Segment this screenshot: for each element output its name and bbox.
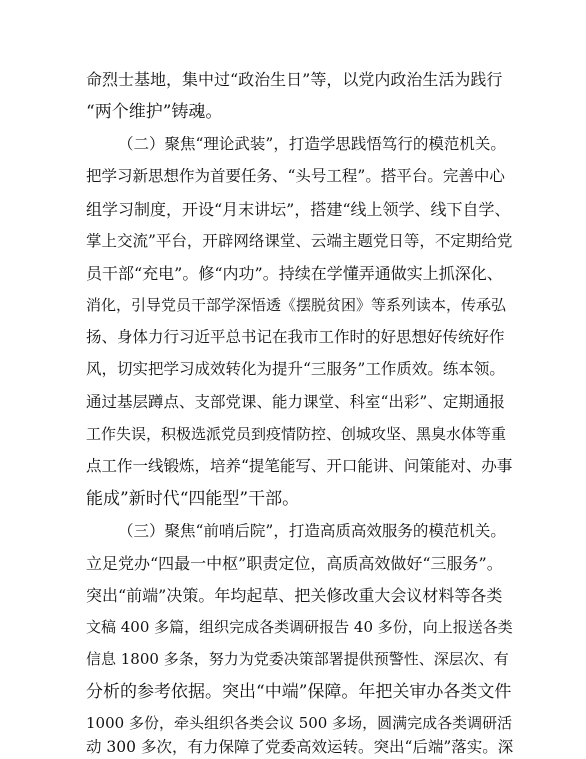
text-line: 1000 多份，牵头组织各类会议 500 多场，圆满完成各类调研活 — [86, 714, 513, 732]
text-line: 分析的参考依据。突出“中端”保障。年把关审办各类文件 — [86, 682, 512, 702]
text-line: 命烈士基地，集中过“政治生日”等，以党内政治生活为践行 — [86, 70, 503, 89]
text-line: 动 300 多次，有力保障了党委高效运转。突出“后端”落实。深 — [86, 738, 514, 756]
text-line: 组学习制度，开设“月末讲坛”，搭建“线上领学、线下自学、 — [86, 200, 511, 219]
text-line: 文稿 400 多篇，组织完成各类调研报告 40 多份，向上报送各类 — [86, 618, 513, 636]
text-line: 立足党办“四最一中枢”职责定位，高质高效做好“三服务”。 — [86, 554, 503, 573]
text-line: 扬、身体力行习近平总书记在我市工作时的好思想好传统好作 — [86, 328, 505, 346]
text-line: 掌上交流”平台，开辟网络课堂、云端主题党日等，不定期给党 — [86, 232, 513, 250]
text-line: 信息 1800 多条，努力为党委决策部署提供预警性、深层次、有 — [86, 650, 509, 668]
section-heading: （三）聚焦“前哨后院”，打造高质高效服务的模范机关。 — [118, 522, 506, 540]
text-line: 工作失误，积极选派党员到疫情防控、创城攻坚、黑臭水体等重 — [86, 425, 507, 443]
text-line: 把学习新思想作为首要任务、“头号工程”。搭平台。完善中心 — [86, 167, 505, 185]
text-line: “两个维护”铸魂。 — [86, 102, 223, 122]
text-line: 通过基层蹲点、支部党课、能力课堂、科室“出彩”、定期通报 — [86, 393, 505, 411]
text-line: 消化，引导党员干部学深悟透《摆脱贫困》等系列读本，传承弘 — [86, 296, 507, 314]
section-heading: （二）聚焦“理论武装”，打造学思践悟笃行的模范机关。 — [118, 135, 506, 153]
text-line: 风，切实把学习成效转化为提升“三服务”工作质效。练本领。 — [86, 360, 505, 378]
text-line: 突出“前端”决策。年均起草、把关修改重大会议材料等各类 — [86, 586, 503, 605]
text-line: 能成”新时代“四能型”干部。 — [86, 489, 300, 509]
text-line: 员干部“充电”。修“内功”。持续在学懂弄通做实上抓深化、 — [86, 264, 503, 283]
text-line: 点工作一线锻炼，培养“提笔能写、开口能讲、问策能对、办事 — [86, 457, 513, 475]
